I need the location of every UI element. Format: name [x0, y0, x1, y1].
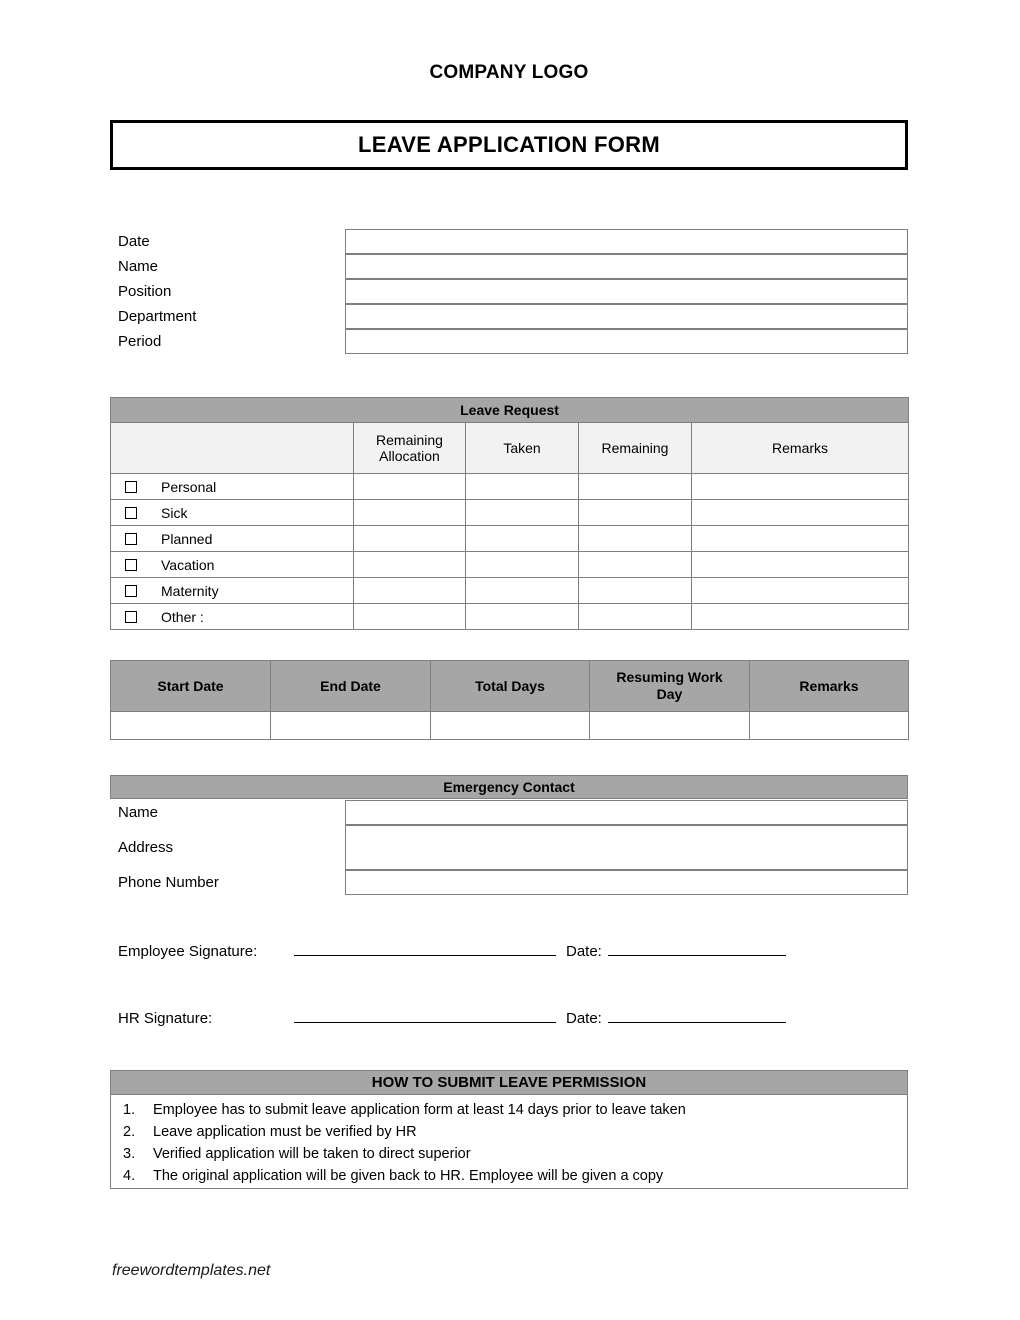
label-emergency-name: Name	[118, 804, 159, 821]
cell-taken[interactable]	[466, 500, 579, 526]
cell-remaining-allocation[interactable]	[354, 474, 466, 500]
cell-remaining[interactable]	[579, 578, 692, 604]
list-item	[111, 1165, 907, 1187]
leave-type-label: Sick	[161, 504, 188, 521]
leave-type-sick[interactable]	[111, 500, 354, 526]
leave-type-label: Vacation	[161, 556, 215, 573]
dates-remarks-header: Remarks	[750, 661, 909, 712]
instruction-text: Verified application will be taken to direct superior	[153, 1146, 471, 1162]
resuming-work-day-line-2: Day	[656, 686, 683, 702]
leave-type-header	[111, 423, 354, 474]
cell-taken[interactable]	[466, 474, 579, 500]
cell-remarks[interactable]	[692, 500, 909, 526]
dates-header-row	[111, 661, 909, 712]
cell-remaining-allocation[interactable]	[354, 500, 466, 526]
remaining-header: Remaining	[579, 423, 692, 474]
checkbox-icon[interactable]	[125, 507, 137, 519]
input-date[interactable]	[345, 229, 908, 254]
form-title-box	[110, 120, 908, 170]
applicant-fields-block	[110, 229, 908, 354]
table-row	[111, 474, 909, 500]
table-row	[111, 712, 909, 740]
cell-remarks[interactable]	[692, 552, 909, 578]
cell-remarks[interactable]	[692, 526, 909, 552]
instructions-list	[110, 1095, 908, 1189]
emergency-row-address	[110, 825, 908, 870]
resuming-work-day-header	[590, 661, 750, 712]
taken-header: Taken	[466, 423, 579, 474]
remarks-header: Remarks	[692, 423, 909, 474]
checkbox-icon[interactable]	[125, 481, 137, 493]
leave-request-header-row	[111, 423, 909, 474]
label-emergency-address: Address	[118, 839, 174, 856]
label-department: Department	[118, 308, 197, 325]
emergency-contact-title: Emergency Contact	[110, 775, 908, 799]
cell-remaining[interactable]	[579, 552, 692, 578]
leave-type-label: Planned	[161, 530, 213, 547]
cell-taken[interactable]	[466, 578, 579, 604]
input-emergency-name[interactable]	[345, 800, 908, 825]
table-row	[111, 578, 909, 604]
cell-end-date[interactable]	[271, 712, 431, 740]
remaining-allocation-line-1: Remaining	[376, 431, 443, 448]
instruction-number: 4.	[123, 1168, 136, 1184]
table-row	[111, 500, 909, 526]
cell-resuming-work-day[interactable]	[590, 712, 750, 740]
checkbox-icon[interactable]	[125, 533, 137, 545]
emergency-contact-block	[110, 800, 908, 895]
leave-type-label: Maternity	[161, 582, 219, 599]
label-emergency-phone: Phone Number	[118, 874, 219, 891]
table-row	[111, 552, 909, 578]
leave-type-label: Other :	[161, 608, 204, 625]
table-row	[111, 604, 909, 630]
cell-remaining-allocation[interactable]	[354, 552, 466, 578]
table-row	[111, 526, 909, 552]
leave-type-personal[interactable]	[111, 474, 354, 500]
cell-remarks[interactable]	[692, 604, 909, 630]
instruction-text: The original application will be given back to HR. Employee will be given a copy	[153, 1168, 664, 1184]
instruction-number: 2.	[123, 1124, 136, 1140]
cell-total-days[interactable]	[431, 712, 590, 740]
end-date-header: End Date	[271, 661, 431, 712]
cell-remaining-allocation[interactable]	[354, 604, 466, 630]
hr-signature-line[interactable]	[294, 1007, 556, 1023]
leave-type-label: Personal	[161, 478, 217, 495]
cell-remaining[interactable]	[579, 604, 692, 630]
input-department[interactable]	[345, 304, 908, 329]
remaining-allocation-header	[354, 423, 466, 474]
list-item	[111, 1143, 907, 1165]
input-position[interactable]	[345, 279, 908, 304]
form-title: LEAVE APPLICATION FORM	[358, 132, 660, 157]
hr-signature-date-line[interactable]	[608, 1007, 786, 1023]
cell-remarks[interactable]	[692, 474, 909, 500]
leave-type-vacation[interactable]	[111, 552, 354, 578]
cell-taken[interactable]	[466, 526, 579, 552]
leave-request-title: Leave Request	[111, 398, 909, 423]
resuming-work-day-line-1: Resuming Work	[616, 669, 723, 686]
cell-remaining[interactable]	[579, 500, 692, 526]
checkbox-icon[interactable]	[125, 559, 137, 571]
cell-start-date[interactable]	[111, 712, 271, 740]
cell-remaining-allocation[interactable]	[354, 578, 466, 604]
total-days-header: Total Days	[431, 661, 590, 712]
field-row-department	[110, 304, 908, 329]
emergency-row-phone	[110, 870, 908, 895]
checkbox-icon[interactable]	[125, 611, 137, 623]
input-emergency-phone[interactable]	[345, 870, 908, 895]
emergency-row-name	[110, 800, 908, 825]
remaining-allocation-line-2: Allocation	[379, 448, 440, 464]
field-row-date	[110, 229, 908, 254]
input-emergency-address[interactable]	[345, 825, 908, 870]
label-period: Period	[118, 333, 162, 350]
field-row-name	[110, 254, 908, 279]
employee-signature-date-line[interactable]	[608, 940, 786, 956]
employee-signature-row	[118, 940, 908, 960]
label-date: Date	[118, 233, 150, 250]
input-period[interactable]	[345, 329, 908, 354]
cell-dates-remarks[interactable]	[750, 712, 909, 740]
instruction-text: Employee has to submit leave application form at least 14 days prior to leave taken	[153, 1102, 686, 1118]
leave-type-maternity[interactable]	[111, 578, 354, 604]
list-item	[111, 1099, 907, 1121]
instructions-title: HOW TO SUBMIT LEAVE PERMISSION	[110, 1070, 908, 1095]
label-position: Position	[118, 283, 172, 300]
leave-type-planned[interactable]	[111, 526, 354, 552]
employee-signature-line[interactable]	[294, 940, 556, 956]
field-row-period	[110, 329, 908, 354]
footer-watermark: freewordtemplates.net	[112, 1262, 271, 1279]
start-date-header: Start Date	[111, 661, 271, 712]
cell-remaining[interactable]	[579, 526, 692, 552]
cell-remarks[interactable]	[692, 578, 909, 604]
cell-remaining[interactable]	[579, 474, 692, 500]
leave-request-title-row	[111, 398, 909, 423]
hr-signature-row	[118, 1007, 908, 1027]
leave-type-other[interactable]	[111, 604, 354, 630]
employee-signature-date-label: Date:	[566, 943, 602, 960]
hr-signature-date-label: Date:	[566, 1010, 602, 1027]
label-name: Name	[118, 258, 159, 275]
employee-signature-label: Employee Signature:	[118, 943, 258, 960]
checkbox-icon[interactable]	[125, 585, 137, 597]
list-item	[111, 1121, 907, 1143]
leave-dates-table	[110, 660, 909, 740]
leave-request-table	[110, 397, 909, 630]
company-logo-text: COMPANY LOGO	[429, 62, 589, 83]
hr-signature-label: HR Signature:	[118, 1010, 213, 1027]
input-name[interactable]	[345, 254, 908, 279]
instruction-number: 1.	[123, 1102, 136, 1118]
cell-remaining-allocation[interactable]	[354, 526, 466, 552]
cell-taken[interactable]	[466, 604, 579, 630]
instruction-text: Leave application must be verified by HR	[153, 1124, 417, 1140]
instruction-number: 3.	[123, 1146, 136, 1162]
cell-taken[interactable]	[466, 552, 579, 578]
field-row-position	[110, 279, 908, 304]
